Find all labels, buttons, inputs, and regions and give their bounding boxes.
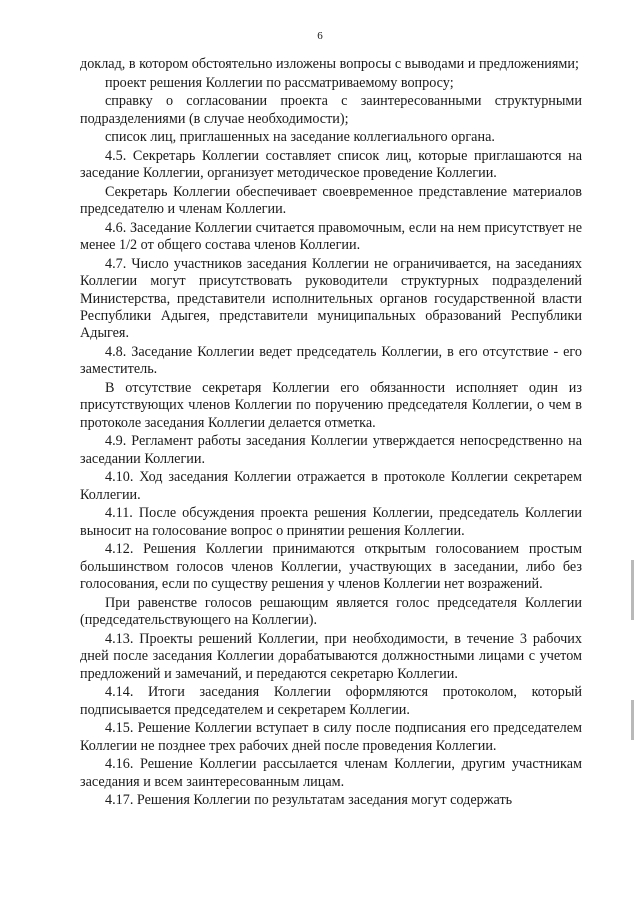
clause-4-11: 4.11. После обсуждения проекта решения Коллегии, председатель Коллегии выносит на голосование вопрос о принятии решения Коллегии.	[80, 505, 582, 539]
paragraph-report: доклад, в котором обстоятельно изложены вопросы с выводами и предложениями;	[80, 56, 579, 72]
clause-4-5: 4.5. Секретарь Коллегии составляет список лиц, которые приглашаются на заседание Коллегии, организует методическое проведение Коллегии.	[80, 147, 582, 182]
clause-4-17: 4.17. Решения Коллегии по результатам заседания могут содержать	[105, 792, 513, 809]
paragraph-draft-decision: проект решения Коллегии по рассматриваемому вопросу;	[105, 74, 454, 91]
clause-4-8: 4.8. Заседание Коллегии ведет председатель Коллегии, в его отсутствие - его заместитель.	[80, 344, 582, 378]
clause-4-6: 4.6. Заседание Коллегии считается правомочным, если на нем присутствует не менее 1/2 от общего состава членов Коллегии.	[80, 219, 582, 254]
clause-4-5-secretary: Секретарь Коллегии обеспечивает своевременное представление материалов председателю и членам Коллегии.	[80, 183, 582, 218]
clause-4-13: 4.13. Проекты решений Коллегии, при необходимости, в течение 3 рабочих дней после заседания Коллегии дорабатываются должностными лицами с учетом предложений и замечаний, и передаются секретарю Коллегии.	[80, 630, 582, 682]
clause-4-12-tie: При равенстве голосов решающим является голос председателя Коллегии (председательствующего на Коллегии).	[80, 594, 582, 629]
scan-edge-mark	[631, 700, 634, 740]
clause-4-10: 4.10. Ход заседания Коллегии отражается в протоколе Коллегии секретарем Коллегии.	[80, 469, 582, 503]
clause-4-7: 4.7. Число участников заседания Коллегии не ограничивается, на заседаниях Коллегии могут присутствовать руководители структурных подразделений Министерства, представители исполнительных органов государственной власти Республики Адыгея, представители муниципальных образований Республики Адыгея.	[80, 255, 582, 342]
clause-4-16: 4.16. Решение Коллегии рассылается членам Коллегии, другим участникам заседания и всем заинтересованным лицам.	[80, 756, 582, 790]
clause-4-9: 4.9. Регламент работы заседания Коллегии утверждается непосредственно на заседании Коллегии.	[80, 433, 582, 467]
clause-4-12: 4.12. Решения Коллегии принимаются открытым голосованием простым большинством голосов членов Коллегии, участвующих в заседании, либо без голосования, если по существу решения у членов Коллегии нет возражений.	[80, 541, 582, 593]
clause-4-14: 4.14. Итоги заседания Коллегии оформляются протоколом, который подписывается председателем и секретарем Коллегии.	[80, 684, 582, 718]
document-body	[80, 56, 582, 811]
scan-edge-mark	[631, 560, 634, 620]
paragraph-invitee-list: список лиц, приглашенных на заседание коллегиального органа.	[105, 129, 495, 146]
clause-4-15: 4.15. Решение Коллегии вступает в силу после подписания его председателем Коллегии не позднее трех рабочих дней после проведения Коллегии.	[80, 720, 582, 754]
clause-4-8-absence: В отсутствие секретаря Коллегии его обязанности исполняет один из присутствующих членов Коллегии по поручению председателя Коллегии, о чем в протоколе заседания Коллегии делается отметка.	[80, 380, 582, 431]
page-number: 6	[317, 30, 323, 42]
paragraph-approval-note: справку о согласовании проекта с заинтересованными структурными подразделениями (в случае необходимости);	[80, 93, 582, 127]
